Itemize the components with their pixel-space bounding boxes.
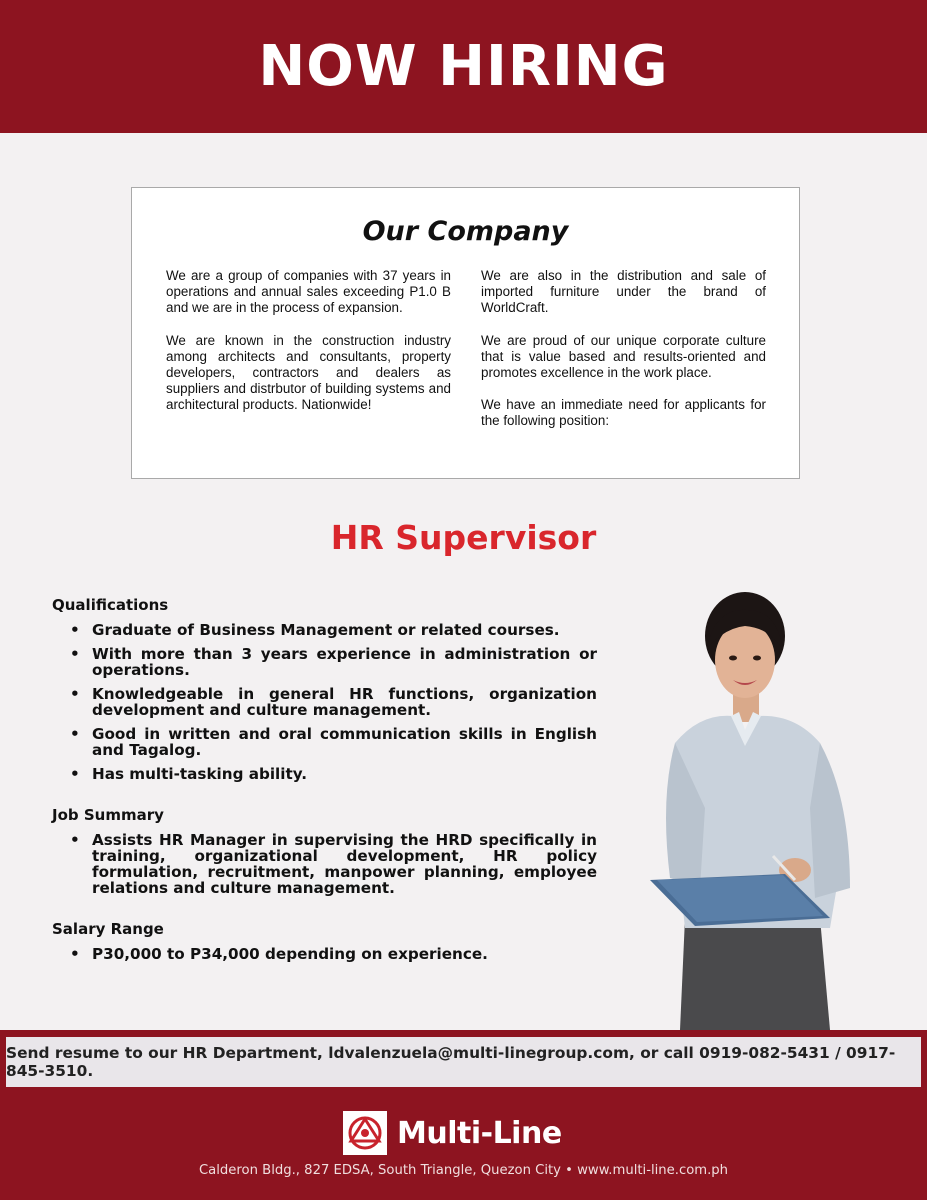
company-paragraph: We are also in the distribution and sale of imported furniture under the brand of WorldCraft.	[481, 268, 766, 316]
hr-woman-photo	[645, 588, 875, 1030]
page-title: NOW HIRING	[258, 34, 669, 99]
qualifications-list	[52, 622, 597, 782]
bullet-icon: •	[70, 831, 80, 849]
company-paragraph: We have an immediate need for applicants for the following position:	[481, 397, 766, 429]
contact-strip	[6, 1037, 921, 1087]
bullet-icon: •	[70, 765, 80, 783]
bullet-icon: •	[70, 685, 80, 703]
list-item-text: Graduate of Business Management or related courses.	[92, 621, 560, 639]
qualifications-heading: Qualifications	[52, 596, 169, 614]
list-item	[52, 946, 597, 962]
list-item-text: Good in written and oral communication skills in English and Tagalog.	[92, 725, 597, 759]
company-column-left	[166, 268, 451, 430]
position-title: HR Supervisor	[330, 518, 597, 557]
list-item	[52, 622, 597, 638]
bullet-icon: •	[70, 725, 80, 743]
header-banner	[0, 0, 927, 133]
list-item	[52, 646, 597, 678]
list-item	[52, 832, 597, 896]
multi-line-logo-icon	[343, 1111, 387, 1155]
bullet-icon: •	[70, 945, 80, 963]
company-paragraph: We are known in the construction industry among architects and consultants, property developers, contractors and dealers as suppliers and distrbutor of building systems and architectural products. Nationwide!	[166, 332, 451, 413]
company-paragraph: We are a group of companies with 37 years in operations and annual sales exceeding P1.0 B and we are in the process of expansion.	[166, 268, 451, 316]
footer-address: Calderon Bldg., 827 EDSA, South Triangle, Quezon City • www.multi-line.com.ph	[198, 1163, 729, 1178]
company-paragraph: We are proud of our unique corporate culture that is value based and results-oriented and promotes excellence in the work place.	[481, 332, 766, 381]
list-item	[52, 726, 597, 758]
salary-range-heading: Salary Range	[52, 920, 164, 938]
company-column-right	[481, 268, 766, 446]
company-title: Our Company	[362, 216, 569, 247]
salary-range-list	[52, 946, 597, 962]
job-details	[52, 596, 597, 986]
list-item	[52, 766, 597, 782]
list-item-text: P30,000 to P34,000 depending on experience.	[92, 945, 488, 963]
list-item-text: Has multi-tasking ability.	[92, 765, 307, 783]
job-summary-list	[52, 832, 597, 896]
company-box	[131, 187, 800, 479]
bullet-icon: •	[70, 645, 80, 663]
list-item	[52, 686, 597, 718]
brand-name: Multi-Line	[397, 1115, 562, 1151]
contact-text: Send resume to our HR Department, ldvalenzuela@multi-linegroup.com, or call 0919-082-5431 / 0917-845-3510.	[6, 1044, 896, 1080]
list-item-text: With more than 3 years experience in administration or operations.	[92, 645, 597, 679]
list-item-text: Assists HR Manager in supervising the HRD specifically in training, organizational development, HR policy formulation, recruitment, manpower planning, employee relations and culture management.	[92, 831, 597, 897]
list-item-text: Knowledgeable in general HR functions, organization development and culture management.	[92, 685, 597, 719]
brand-logo	[343, 1110, 562, 1156]
bullet-icon: •	[70, 621, 80, 639]
job-summary-heading: Job Summary	[52, 806, 164, 824]
